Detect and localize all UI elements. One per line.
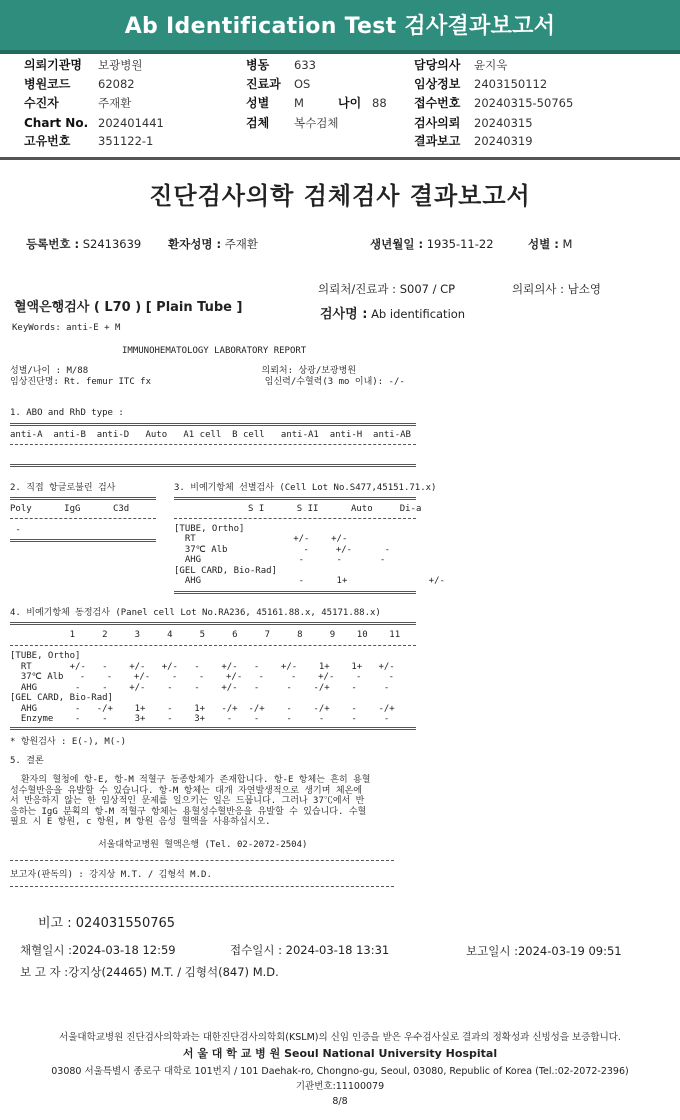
panel-columns: 1 2 3 4 5 6 7 8 9 10 11 [10,630,401,640]
dob-value: 1935-11-22 [426,237,494,251]
remark-value: 024031550765 [75,916,176,931]
divider [10,497,156,500]
conclusion-title: 5. 결론 [10,756,44,766]
keywords: KeyWords: anti-E + M [12,323,121,333]
divider [10,539,156,542]
patient-name-value: 주재환 [224,237,259,251]
divider [10,886,394,887]
lab-patient-lines: 성별/나이 : M/88 의뢰처: 상광/보광병원 임상진단명: Rt. femur ITC fx 임신력/수혈력(3 mo 이내): -/- [10,366,405,387]
blood-bank: 서울대학교병원 혈액은행 (Tel. 02-2072-2504) [98,840,308,850]
institution-number: 기관번호:11100079 [295,1081,385,1092]
report-time: 보고일시 :2024-03-19 09:51 [466,944,622,958]
report-header [0,0,680,54]
report-title: 진단검사의학 검체검사 결과보고서 [149,182,531,210]
divider [10,423,416,426]
test-name-label: 검사명 : [320,307,368,322]
test-name [320,303,465,322]
antigen-test: * 항원검사 : E(-), M(-) [10,737,127,747]
info-value: 복수검체 [294,116,339,130]
info-value: 202401441 [98,116,164,130]
final-reporter-label: 보 고 자 : [20,965,69,979]
divider [10,860,394,861]
sex [528,236,572,252]
registration-value: S2413639 [82,237,142,251]
info-value: 2403150112 [474,77,548,91]
test-name-value: Ab identification [371,307,466,321]
dob-label: 생년월일 : [370,237,424,251]
divider [10,622,416,625]
lab-report-header: IMMUNOHEMATOLOGY LABORATORY REPORT [122,346,307,356]
ordering-doctor: 의뢰의사 : 남소영 [512,282,601,296]
panel-rows: [TUBE, Ortho] RT +/- - +/- +/- - +/- - +/- 1+ 1+ +/- 37℃ Alb - - +/- - - +/- - - +/- - - AHG - - +/- - - +/- - - -/+ - - [GEL CARD, Bio-Rad] AHG - -/+ 1+ - 1+ -/+ -/+ - -/+ - -/+ Enzyme - - 3+ - 3+ - - - - - - [10,651,395,724]
dat-values: - [10,525,21,535]
divider [10,645,416,646]
divider [10,444,416,445]
screen-rows: [TUBE, Ortho] RT +/- +/- 37℃ Alb - +/- - AHG - - - [GEL CARD, Bio-Rad] AHG - 1+ +/- [174,524,445,587]
sex-label: 성별 : [528,237,559,251]
patient-name-label: 환자성명 : [168,237,222,251]
info-value: 20240315 [474,116,533,130]
info-value: 633 [294,58,316,72]
info-label: 병동 [246,58,270,72]
remark-label: 비고 : [38,916,72,931]
divider [174,518,416,519]
final-reporter [20,964,279,980]
date-of-birth [370,236,494,252]
divider [174,497,416,500]
patient-name [168,236,258,252]
collect-time: 채혈일시 :2024-03-18 12:59 [20,943,176,957]
screen-columns: S I S II Auto Di-a [248,504,422,514]
final-reporter-value: 강지상(24465) M.T. / 김형석(847) M.D. [68,965,279,979]
info-value: OS [294,77,311,91]
lab-reporter: 보고자(판독의) : 강지상 M.T. / 김형석 M.D. [10,870,212,880]
info-label: 수진자 [24,96,59,110]
abo-title: 1. ABO and RhD type : [10,408,124,418]
info-label: 진료과 [246,77,281,91]
page-number: 8/8 [332,1096,348,1107]
receive-time: 접수일시 : 2024-03-18 13:31 [230,943,390,957]
hospital-name: 서 울 대 학 교 병 원 Seoul National University Hospital [182,1047,498,1060]
info-value: 62082 [98,77,135,91]
registration-no [26,236,141,252]
abo-columns: anti-A anti-B anti-D Auto A1 cell B cell anti-A1 anti-H anti-AB [10,430,411,440]
info-label: Chart No. [24,116,89,130]
info-label: 검사의뢰 [414,116,461,130]
remark [38,912,175,931]
info-label: 의뢰기관명 [24,58,82,72]
info-label: 검체 [246,116,270,130]
info-value: 351122-1 [98,134,154,148]
info-label: 고유번호 [24,134,71,148]
screen-title: 3. 비예기항체 선별검사 (Cell Lot No.S477,45151.71.x) [174,483,437,493]
registration-label: 등록번호 : [26,237,80,251]
hospital-address: 03080 서울특별시 종로구 대학로 101번지 / 101 Daehak-ro, Chongno-gu, Seoul, 03080, Republic of Korea (Tel.:02-2072-2396) [51,1066,629,1077]
info-label: 임상정보 [414,77,461,91]
info-label: 성별 [246,96,270,110]
info-value: 20240315-50765 [474,96,574,110]
certification-text: 서울대학교병원 진단검사의학과는 대한진단검사의학회(KSLM)의 신임 인증을 받은 우수검사실로 결과의 정확성과 신빙성을 보증합니다. [59,1032,621,1043]
dept: 의뢰처/진료과 : S007 / CP [318,282,456,296]
dat-columns: Poly IgG C3d [10,504,130,514]
info-value: 20240319 [474,134,533,148]
divider [10,727,416,730]
divider [0,157,680,160]
conclusion-text: 환자의 혈청에 항-E, 항-M 적혈구 동종항체가 존재합니다. 항-E 항체는 흔히 용혈 성수혈반응을 유발할 수 있습니다. 항-M 항체는 대개 자연발생적으로 생기며 체온에 서 반응하지 않는 한 임상적인 문제를 일으키는 일은 드뭅니다. 그러나 37℃에서 반 응하는 IgG 분획의 항-M 적혈구 항체는 용혈성수혈반응을 유발할 수 있습니다. 수혈 필요 시 E 항원, c 항원, M 항원 음성 혈액을 사용하십시오. [10,775,371,827]
test-section-title: 혈액은행검사 ( L70 ) [ Plain Tube ] [14,300,243,315]
divider [10,464,416,467]
info-label: 결과보고 [414,134,461,148]
report-header-title: Ab Identification Test 검사결과보고서 [124,14,556,39]
info-value: 윤지욱 [474,58,508,72]
info-label: 나이 [338,96,362,110]
dat-title: 2. 직접 항글로불린 검사 [10,483,116,493]
panel-title: 4. 비예기항체 동정검사 (Panel cell Lot No.RA236, 45161.88.x, 45171.88.x) [10,608,381,618]
info-label: 접수번호 [414,96,461,110]
divider [10,518,156,519]
sex-value: M [562,237,573,251]
info-value: M [294,96,304,110]
info-label: 담당의사 [414,58,461,72]
patient-info-grid [0,54,680,154]
info-value: 88 [372,96,387,110]
divider [174,591,416,594]
info-value: 보광병원 [98,58,143,72]
info-value: 주재환 [98,96,132,110]
info-label: 병원코드 [24,77,71,91]
